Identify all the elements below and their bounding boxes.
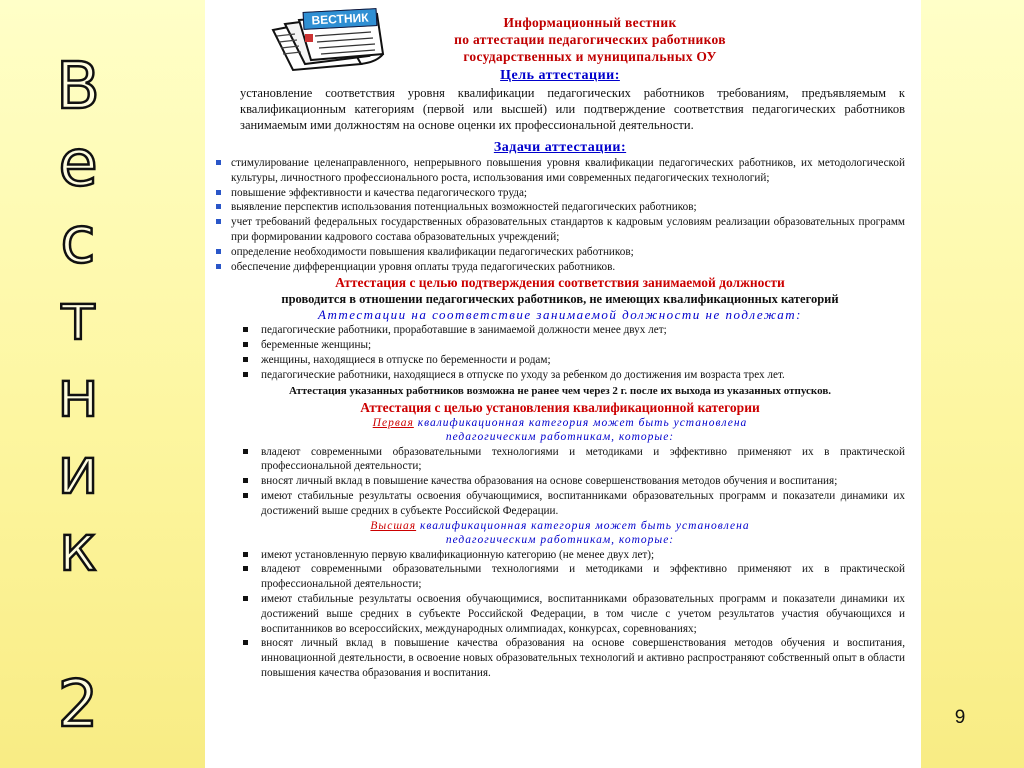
newsletter-content <box>215 67 905 681</box>
first-category-line-rest: квалификационная категория может быть установлена <box>413 416 748 429</box>
list-item: определение необходимости повышения квалификации педагогических работников; <box>215 245 905 260</box>
highest-category-list <box>215 548 905 681</box>
not-subject-line: Аттестации на соответствие занимаемой должности не подлежат: <box>318 307 802 323</box>
list-item: педагогические работники, находящиеся в отпуске по уходу за ребенком до достижения им возраста трех лет. <box>215 368 905 383</box>
header-line: Информационный вестник <box>503 15 677 30</box>
first-category-line <box>215 416 905 431</box>
first-category-list <box>215 445 905 519</box>
vertical-title-letter: и <box>57 435 99 509</box>
list-item: повышение эффективности и качества педагогического труда; <box>215 186 905 201</box>
list-item: вносят личный вклад в повышение качества образования на основе совершенствования методов обучения и воспитания; <box>215 474 905 489</box>
highest-category-line2: педагогическим работникам, которые: <box>445 534 675 547</box>
list-item: вносят личный вклад в повышение качества образования на основе совершенствования методов обучения и воспитания, инновационной деятельности, в освоение новых образовательных технологий и активно распространяют собственный опыт в области повышения качества образования и воспитания. <box>215 636 905 680</box>
tasks-list <box>215 156 905 274</box>
vertical-title-letter: к <box>58 512 98 586</box>
vertical-title-letter: 2 <box>57 668 99 742</box>
exempt-list <box>215 323 905 382</box>
highest-category-line-rest: квалификационная категория может быть установлена <box>416 519 750 532</box>
vertical-title-letter: т <box>59 281 97 355</box>
list-item: стимулирование целенаправленного, непрерывного повышения уровня квалификации педагогических работников, их методологической культуры, личностного профессионального роста, использования ими современных педагогических технологий; <box>215 156 905 186</box>
slide-number: 9 <box>954 707 966 728</box>
highest-category-line <box>215 519 905 534</box>
newsletter-sheet <box>205 0 921 768</box>
list-item: обеспечение дифференциации уровня оплаты труда педагогических работников. <box>215 260 905 275</box>
vertical-title <box>18 52 138 752</box>
confirm-bold-line: проводится в отношении педагогических работников, не имеющих квалификационных категорий <box>281 292 839 307</box>
logo-word: ВЕСТНИК <box>303 8 378 30</box>
list-item: имеют установленную первую квалификационную категорию (не менее двух лет); <box>215 548 905 563</box>
list-item: имеют стабильные результаты освоения обучающимися, воспитанниками образовательных программ и показатели динамики их достижений выше средних в субъекте Российской Федерации, в том числе с учетом результатов участия обучающихся и воспитанников во всероссийских, международных олимпиадах, конкурсах, соревнованиях; <box>215 592 905 636</box>
tasks-heading: Задачи аттестации: <box>493 140 627 155</box>
goal-heading: Цель аттестации: <box>500 68 620 83</box>
list-item: беременные женщины; <box>215 338 905 353</box>
list-item: владеют современными образовательными технологиями и методиками и эффективно применяют их в практической профессиональной деятельности; <box>215 562 905 592</box>
vertical-title-letter: е <box>58 127 98 201</box>
highest-category-keyword: Высшая <box>370 519 417 532</box>
confirm-heading: Аттестация с целью подтверждения соответствия занимаемой должности <box>335 275 785 291</box>
list-item: женщины, находящиеся в отпуске по беременности и родам; <box>215 353 905 368</box>
list-item: педагогические работники, проработавшие в занимаемой должности менее двух лет; <box>215 323 905 338</box>
vertical-title-letter: В <box>56 50 100 124</box>
category-heading: Аттестация с целью установления квалификационной категории <box>360 399 760 415</box>
first-category-line2: педагогическим работникам, которые: <box>445 431 675 444</box>
newspaper-logo <box>265 10 389 72</box>
goal-text: установление соответствия уровня квалификации педагогических работников требованиям, предъявляемым к квалификационным категориям (первой или высшей) или подтверждение соответствия педагогических работников занимаемым ими должностям на основе оценки их профессиональной деятельности. <box>240 86 905 132</box>
list-item: владеют современными образовательными технологиями и методиками и эффективно применяют их в практической профессиональной деятельности; <box>215 445 905 475</box>
header-line: государственных и муниципальных ОУ <box>463 49 717 64</box>
vertical-title-letter: с <box>60 204 96 278</box>
exempt-note: Аттестация указанных работников возможна не ранее чем через 2 г. после их выхода из указанных отпусков. <box>288 384 832 397</box>
newsletter-header <box>395 14 785 65</box>
header-line: по аттестации педагогических работников <box>454 32 726 47</box>
list-item: учет требований федеральных государственных образовательных стандартов к кадровым условиям реализации образовательных программ при формировании кадрового состава образовательных учреждений; <box>215 215 905 245</box>
list-item: выявление перспектив использования потенциальных возможностей педагогических работников; <box>215 200 905 215</box>
first-category-keyword: Первая <box>372 416 414 429</box>
list-item: имеют стабильные результаты освоения обучающимися, воспитанниками образовательных программ и показатели динамики их достижений выше средних в субъекте Российской Федерации. <box>215 489 905 519</box>
vertical-title-letter: н <box>57 358 99 432</box>
